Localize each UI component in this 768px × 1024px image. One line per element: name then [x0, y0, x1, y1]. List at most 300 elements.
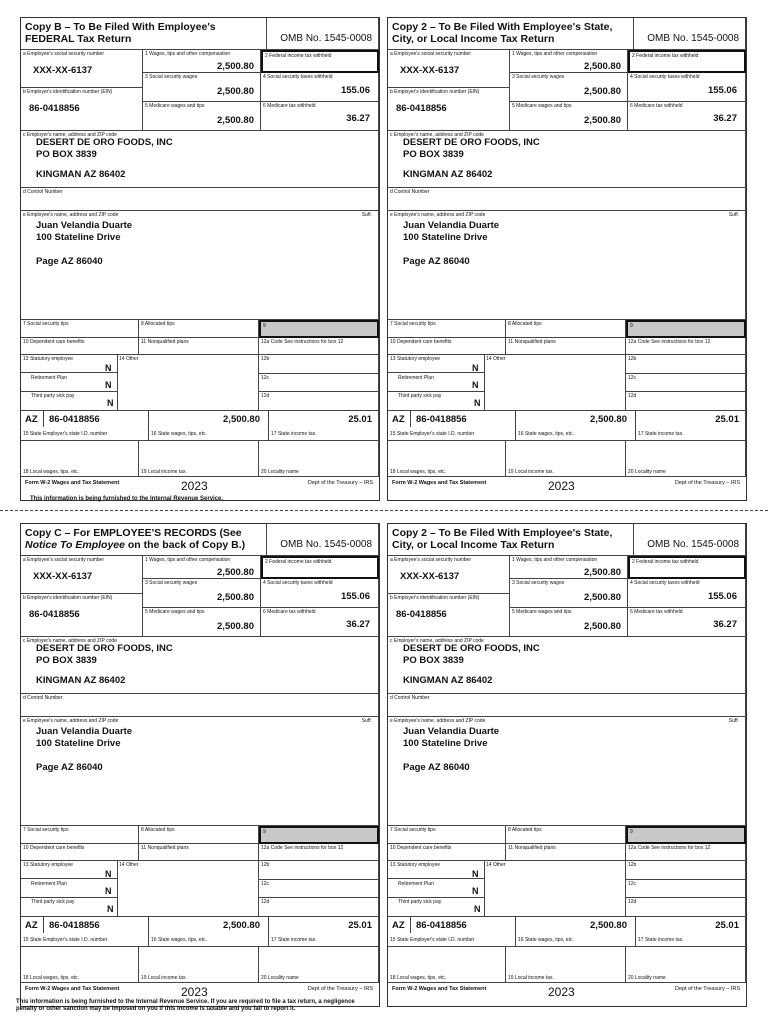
field-label: e Employee's name, address and ZIP code: [390, 212, 486, 218]
box-20-label: 20 Locality name: [261, 469, 299, 475]
box-15: [21, 917, 149, 947]
copy-b-info: This information is being furnished to the Internal Revenue Service.: [30, 496, 224, 502]
ssn-box: [21, 556, 143, 594]
box-18: [21, 947, 139, 983]
field-label: a Employee's social security number: [390, 557, 471, 563]
box-12c: [259, 880, 379, 898]
box-15: [21, 411, 149, 441]
box-2: [628, 50, 746, 73]
box-17: [269, 917, 379, 947]
box-12a: [259, 338, 379, 355]
field-label: 5 Medicare wages and tips: [145, 103, 205, 109]
field-label: 1 Wages, tips and other compensation: [145, 51, 231, 57]
box-20-label: 20 Locality name: [628, 975, 666, 981]
field-label: e Employee's name, address and ZIP code: [390, 718, 486, 724]
employee-name: Juan Velandia Duarte: [36, 220, 133, 231]
retirement-label: Retirement Plan: [31, 881, 67, 887]
box-15-label: 15 State Employer's state I.D. number: [23, 431, 108, 437]
box-19-label: 19 Local income tax.: [508, 975, 554, 981]
checkbox-divider: [117, 355, 118, 411]
box-19-label: 19 Local income tax.: [141, 975, 187, 981]
box-2: [261, 50, 379, 73]
field-label: 3 Social security wages: [512, 580, 565, 586]
box-18: [388, 947, 506, 983]
box-9: [259, 826, 379, 844]
state-tax: 25.01: [715, 920, 739, 931]
field-label: 4 Social security taxes withheld: [630, 74, 700, 80]
field-label: 8 Allocated tips: [508, 321, 542, 327]
field-label: 6 Medicare tax withheld: [630, 609, 683, 615]
ssn-box: [388, 50, 510, 88]
field-label: c Employer's name, address and ZIP code: [390, 132, 484, 138]
box-8: [139, 826, 259, 844]
omb-box: [267, 18, 379, 50]
employee-name: Juan Velandia Duarte: [403, 726, 500, 737]
employee-city: Page AZ 86040: [403, 762, 470, 773]
field-label: 9: [263, 323, 266, 329]
box-15-label: 15 State Employer's state I.D. number: [23, 937, 108, 943]
box-12a: [626, 844, 746, 861]
field-label: 11 Nonqualified plans: [508, 845, 556, 851]
box-9: [626, 826, 746, 844]
box-10: [21, 844, 139, 861]
field-value: 86-0418856: [396, 103, 447, 114]
field-label: 12d: [261, 393, 270, 399]
field-value: 155.06: [340, 591, 370, 602]
w2-copy-b: [20, 17, 380, 501]
suffix-label: Suff.: [361, 718, 372, 724]
box-4: [261, 579, 379, 608]
employer-city: KINGMAN AZ 86402: [36, 169, 126, 180]
box-12b: [259, 861, 379, 880]
box-18-label: 18 Local wages, tips, etc.: [23, 975, 80, 981]
w2-copy-2-bottom: [387, 523, 747, 1007]
box-20: [626, 947, 746, 983]
field-value: XXX-XX-6137: [400, 571, 460, 582]
box-9: [626, 320, 746, 338]
box-5: [510, 102, 628, 131]
field-label: 11 Nonqualified plans: [141, 339, 189, 345]
field-label: 12d: [261, 899, 270, 905]
field-label: 12b: [628, 356, 637, 362]
box-4: [628, 73, 746, 102]
box-14-label: 14 Other: [119, 356, 139, 362]
retire-divider: [21, 897, 117, 898]
box-1: [143, 556, 261, 579]
box-8: [506, 320, 626, 338]
control-number-box: [388, 188, 746, 211]
stat-divider: [21, 878, 117, 879]
box-12a: [259, 844, 379, 861]
box-11: [139, 338, 259, 355]
field-label: 10 Dependent care benefits: [23, 339, 85, 345]
retirement-label: Retirement Plan: [398, 881, 434, 887]
field-label: 7 Social security tips: [390, 827, 436, 833]
tax-year: 2023: [181, 479, 208, 493]
box-13-14: [21, 861, 259, 917]
box-6: [261, 608, 379, 637]
title-box: [388, 524, 634, 556]
field-label: 7 Social security tips: [23, 827, 69, 833]
field-value: 86-0418856: [29, 103, 80, 114]
w2-copy-2-top: [387, 17, 747, 501]
box-17-label: 17 State income tax.: [271, 937, 317, 943]
field-value: 2,500.80: [584, 115, 621, 126]
field-label: 6 Medicare tax withheld: [630, 103, 683, 109]
field-label: 12b: [261, 862, 270, 868]
field-label: 10 Dependent care benefits: [23, 845, 85, 851]
form-name: Form W-2 Wages and Tax Statement: [25, 986, 120, 992]
box-5: [510, 608, 628, 637]
box-12d: [626, 898, 746, 917]
field-label: d Control Number: [390, 189, 430, 195]
box-17-label: 17 State income tax.: [271, 431, 317, 437]
employee-address: 100 Stateline Drive: [403, 738, 488, 749]
employee-city: Page AZ 86040: [403, 256, 470, 267]
field-value: 36.27: [346, 113, 370, 124]
box-17: [636, 411, 746, 441]
field-label: 10 Dependent care benefits: [390, 339, 452, 345]
retirement-label: Retirement Plan: [398, 375, 434, 381]
state-divider: [410, 917, 411, 933]
field-label: e Employee's name, address and ZIP code: [23, 212, 119, 218]
field-value: 36.27: [346, 619, 370, 630]
field-label: d Control Number: [23, 189, 63, 195]
box-19: [139, 441, 259, 477]
sick-pay-value: N: [474, 904, 481, 914]
employer-address: PO BOX 3839: [36, 655, 97, 666]
omb-box: [634, 18, 746, 50]
box-5: [143, 102, 261, 131]
field-label: 12a Code See instructions for box 12: [628, 845, 711, 851]
field-label: 1 Wages, tips and other compensation: [145, 557, 231, 563]
state-tax: 25.01: [348, 414, 372, 425]
box-6: [261, 102, 379, 131]
field-label: a Employee's social security number: [23, 51, 104, 57]
field-value: 86-0418856: [396, 609, 447, 620]
field-label: 8 Allocated tips: [141, 321, 175, 327]
box-8: [506, 826, 626, 844]
box-16-label: 16 State wages, tips, etc.: [518, 431, 574, 437]
field-label: e Employee's name, address and ZIP code: [23, 718, 119, 724]
box-18-label: 18 Local wages, tips, etc.: [23, 469, 80, 475]
sick-pay-label: Third party sick pay: [31, 899, 75, 905]
stat-divider: [21, 372, 117, 373]
box-17: [636, 917, 746, 947]
box-12b: [626, 861, 746, 880]
state-id: 86-0418856: [49, 920, 100, 931]
ssn-box: [21, 50, 143, 88]
state-wages: 2,500.80: [223, 414, 260, 425]
state-code: AZ: [392, 920, 405, 931]
title-box: [21, 18, 267, 50]
box-19: [139, 947, 259, 983]
field-label: b Employer's identification number (EIN): [390, 89, 480, 95]
box-9: [259, 320, 379, 338]
box-18: [21, 441, 139, 477]
state-wages: 2,500.80: [590, 920, 627, 931]
checkbox-divider: [117, 861, 118, 917]
field-label: 5 Medicare wages and tips: [512, 609, 572, 615]
box-13-14: [21, 355, 259, 411]
field-label: 10 Dependent care benefits: [390, 845, 452, 851]
box-16: [516, 411, 636, 441]
w2-copy-c: [20, 523, 380, 1007]
retire-divider: [388, 391, 484, 392]
box-11: [506, 338, 626, 355]
box-1: [143, 50, 261, 73]
field-label: 1 Wages, tips and other compensation: [512, 557, 598, 563]
state-wages: 2,500.80: [223, 920, 260, 931]
field-value: XXX-XX-6137: [400, 65, 460, 76]
copy-title-rest: on the back of Copy B.): [124, 539, 246, 551]
box-3: [510, 579, 628, 608]
employee-box: [21, 717, 379, 826]
suffix-label: Suff.: [728, 212, 739, 218]
field-label: 12c: [628, 375, 637, 381]
statutory-value: N: [472, 363, 479, 373]
employer-box: [388, 637, 746, 694]
field-label: 4 Social security taxes withheld: [263, 74, 333, 80]
field-label: a Employee's social security number: [390, 51, 471, 57]
state-code: AZ: [25, 414, 38, 425]
box-14-label: 14 Other: [486, 356, 506, 362]
box-20: [259, 441, 379, 477]
retire-divider: [388, 897, 484, 898]
employer-address: PO BOX 3839: [403, 655, 464, 666]
box-19: [506, 947, 626, 983]
box-17: [269, 411, 379, 441]
field-label: 5 Medicare wages and tips: [512, 103, 572, 109]
box-12d: [626, 392, 746, 411]
box-11: [506, 844, 626, 861]
employer-address: PO BOX 3839: [36, 149, 97, 160]
field-label: 7 Social security tips: [390, 321, 436, 327]
employee-name: Juan Velandia Duarte: [36, 726, 133, 737]
employer-city: KINGMAN AZ 86402: [403, 675, 493, 686]
box-20: [626, 441, 746, 477]
field-label: d Control Number: [390, 695, 430, 701]
sick-pay-label: Third party sick pay: [398, 899, 442, 905]
field-label: 2 Federal income tax withheld: [265, 559, 332, 565]
box-7: [21, 320, 139, 338]
state-code: AZ: [392, 414, 405, 425]
field-label: c Employer's name, address and ZIP code: [23, 132, 117, 138]
box-1: [510, 556, 628, 579]
field-value: 2,500.80: [217, 61, 254, 72]
box-15-label: 15 State Employer's state I.D. number: [390, 937, 475, 943]
retirement-value: N: [105, 886, 112, 896]
employee-name: Juan Velandia Duarte: [403, 220, 500, 231]
box-12c: [626, 374, 746, 392]
field-label: 6 Medicare tax withheld: [263, 103, 316, 109]
form-name: Form W-2 Wages and Tax Statement: [25, 480, 120, 486]
field-value: 2,500.80: [217, 567, 254, 578]
field-value: 2,500.80: [217, 115, 254, 126]
field-label: b Employer's identification number (EIN): [23, 89, 113, 95]
omb-box: [267, 524, 379, 556]
box-19-label: 19 Local income tax.: [508, 469, 554, 475]
box-6: [628, 102, 746, 131]
control-number-box: [388, 694, 746, 717]
box-13-label: 13 Statutory employee: [390, 356, 441, 362]
field-label: a Employee's social security number: [23, 557, 104, 563]
field-value: XXX-XX-6137: [33, 571, 93, 582]
checkbox-divider: [484, 355, 485, 411]
sick-pay-label: Third party sick pay: [398, 393, 442, 399]
field-label: 3 Social security wages: [145, 74, 198, 80]
box-2: [261, 556, 379, 579]
field-value: 2,500.80: [584, 592, 621, 603]
field-label: 9: [630, 323, 633, 329]
box-12c: [626, 880, 746, 898]
suffix-label: Suff.: [361, 212, 372, 218]
state-id: 86-0418856: [416, 920, 467, 931]
field-label: 6 Medicare tax withheld: [263, 609, 316, 615]
form-name: Form W-2 Wages and Tax Statement: [392, 986, 487, 992]
field-value: 2,500.80: [584, 621, 621, 632]
employer-box: [21, 131, 379, 188]
field-label: 12d: [628, 393, 637, 399]
retire-divider: [21, 391, 117, 392]
box-11: [139, 844, 259, 861]
sick-pay-value: N: [107, 904, 114, 914]
copy-title: Copy B – To Be Filed With Employee's: [25, 21, 216, 33]
box-1: [510, 50, 628, 73]
box-14-label: 14 Other: [119, 862, 139, 868]
employee-address: 100 Stateline Drive: [36, 232, 121, 243]
copy-c-info-line2: penalty or other sanction may be imposed on you if this income is taxable and you fail to report it.: [16, 1006, 296, 1012]
copy-title: Copy 2 – To Be Filed With Employee's State,: [392, 21, 613, 33]
omb-box: [634, 524, 746, 556]
box-18-label: 18 Local wages, tips, etc.: [390, 975, 447, 981]
copy-title-line2: City, or Local Income Tax Return: [392, 539, 555, 551]
field-label: c Employer's name, address and ZIP code: [390, 638, 484, 644]
dept-treasury: Dept of the Treasury – IRS: [307, 480, 373, 486]
field-label: 12c: [261, 881, 270, 887]
state-wages: 2,500.80: [590, 414, 627, 425]
state-tax: 25.01: [348, 920, 372, 931]
statutory-value: N: [105, 869, 112, 879]
title-box: [388, 18, 634, 50]
employer-city: KINGMAN AZ 86402: [36, 675, 126, 686]
checkbox-divider: [484, 861, 485, 917]
box-16-label: 16 State wages, tips, etc.: [151, 431, 207, 437]
box-16: [516, 917, 636, 947]
field-label: 2 Federal income tax withheld: [632, 559, 699, 565]
field-label: 7 Social security tips: [23, 321, 69, 327]
field-value: 86-0418856: [29, 609, 80, 620]
dept-treasury: Dept of the Treasury – IRS: [674, 986, 740, 992]
box-20-label: 20 Locality name: [628, 469, 666, 475]
box-15: [388, 411, 516, 441]
employer-name: DESERT DE ORO FOODS, INC: [36, 643, 173, 654]
employer-box: [388, 131, 746, 188]
employer-address: PO BOX 3839: [403, 149, 464, 160]
employer-city: KINGMAN AZ 86402: [403, 169, 493, 180]
box-14-label: 14 Other: [486, 862, 506, 868]
ein-box: [21, 594, 143, 637]
field-label: 4 Social security taxes withheld: [263, 580, 333, 586]
box-13-14: [388, 861, 626, 917]
box-19: [506, 441, 626, 477]
employee-box: [21, 211, 379, 320]
field-label: 3 Social security wages: [145, 580, 198, 586]
control-number-box: [21, 188, 379, 211]
employer-name: DESERT DE ORO FOODS, INC: [36, 137, 173, 148]
field-value: XXX-XX-6137: [33, 65, 93, 76]
field-label: 11 Nonqualified plans: [141, 845, 189, 851]
employee-city: Page AZ 86040: [36, 762, 103, 773]
field-value: 2,500.80: [217, 621, 254, 632]
sick-pay-label: Third party sick pay: [31, 393, 75, 399]
box-8: [139, 320, 259, 338]
omb-number: OMB No. 1545-0008: [647, 539, 739, 550]
cut-line: [0, 510, 768, 511]
box-19-label: 19 Local income tax.: [141, 469, 187, 475]
employee-city: Page AZ 86040: [36, 256, 103, 267]
field-label: 11 Nonqualified plans: [508, 339, 556, 345]
field-value: 36.27: [713, 619, 737, 630]
copy-c-info-line1: This information is being furnished to the Internal Revenue Service. If you are required to file a tax return, a negligence: [16, 999, 355, 1005]
field-value: 155.06: [707, 85, 737, 96]
field-value: 2,500.80: [217, 592, 254, 603]
field-label: 9: [630, 829, 633, 835]
statutory-value: N: [105, 363, 112, 373]
sick-pay-value: N: [107, 398, 114, 408]
state-tax: 25.01: [715, 414, 739, 425]
box-3: [143, 73, 261, 102]
field-label: 4 Social security taxes withheld: [630, 580, 700, 586]
ein-box: [388, 594, 510, 637]
copy-title-italic: Notice To Employee: [25, 539, 125, 551]
box-7: [388, 826, 506, 844]
field-label: 12c: [261, 375, 270, 381]
field-label: 1 Wages, tips and other compensation: [512, 51, 598, 57]
employer-box: [21, 637, 379, 694]
box-16-label: 16 State wages, tips, etc.: [518, 937, 574, 943]
tax-year: 2023: [548, 985, 575, 999]
box-16: [149, 917, 269, 947]
box-12b: [626, 355, 746, 374]
box-2: [628, 556, 746, 579]
field-value: 2,500.80: [584, 86, 621, 97]
field-label: 12d: [628, 899, 637, 905]
field-value: 2,500.80: [584, 61, 621, 72]
retirement-value: N: [472, 380, 479, 390]
field-label: 8 Allocated tips: [141, 827, 175, 833]
ein-box: [388, 88, 510, 131]
box-13-14: [388, 355, 626, 411]
box-13-label: 13 Statutory employee: [23, 356, 74, 362]
ein-box: [21, 88, 143, 131]
suffix-label: Suff.: [728, 718, 739, 724]
box-7: [388, 320, 506, 338]
retirement-value: N: [105, 380, 112, 390]
copy-c-info: [16, 999, 355, 1013]
box-18-label: 18 Local wages, tips, etc.: [390, 469, 447, 475]
box-17-label: 17 State income tax.: [638, 937, 684, 943]
state-divider: [43, 917, 44, 933]
retirement-label: Retirement Plan: [31, 375, 67, 381]
statutory-value: N: [472, 869, 479, 879]
dept-treasury: Dept of the Treasury – IRS: [674, 480, 740, 486]
field-label: 2 Federal income tax withheld: [632, 53, 699, 59]
state-divider: [410, 411, 411, 427]
state-id: 86-0418856: [49, 414, 100, 425]
field-label: 12c: [628, 881, 637, 887]
tax-year: 2023: [548, 479, 575, 493]
